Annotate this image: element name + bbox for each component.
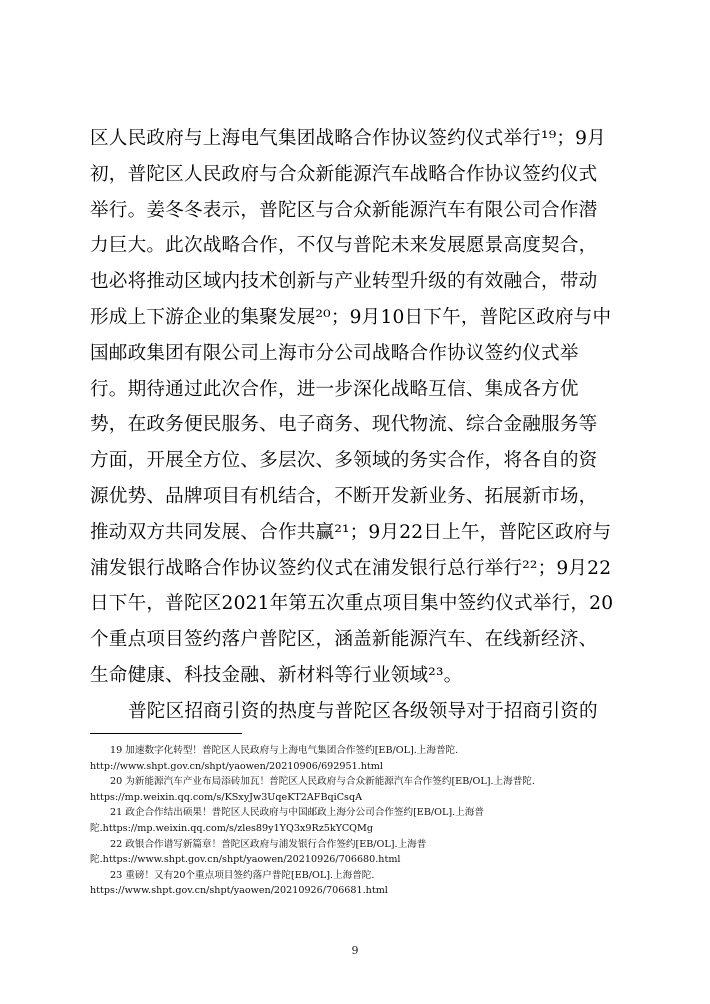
footnote-line: 22 政银合作谱写新篇章！普陀区政府与浦发银行合作签约[EB/OL].上海普 — [110, 838, 427, 850]
body-line: 区人民政府与上海电气集团战略合作协议签约仪式举行¹⁹；9月 — [90, 128, 606, 149]
body-line: 个重点项目签约落户普陀区，涵盖新能源汽车、在线新经济、 — [90, 629, 598, 651]
footnote-line: 20 为新能源汽车产业布局添砖加瓦！普陀区人民政府与合众新能源汽车合作签约[EB/OL].上海普陀. — [110, 776, 535, 788]
footnote-line: 23 重磅！又有20个重点项目签约落户普陀[EB/OL].上海普陀. — [110, 869, 375, 881]
body-line: 也必将推动区域内技术创新与产业转型升级的有效融合，带动 — [90, 271, 598, 293]
footnote-line: 21 政企合作结出硕果！普陀区人民政府与中国邮政上海分公司合作签约[EB/OL].上海普 — [110, 807, 484, 819]
footnote-url: http://www.shpt.gov.cn/shpt/yaowen/20210906/692951.html — [90, 760, 383, 772]
body-line: 举行。姜冬冬表示，普陀区与合众新能源汽车有限公司合作潜 — [90, 199, 598, 221]
body-line: 推动双方共同发展、合作共赢²¹；9月22日上午，普陀区政府与 — [90, 521, 612, 543]
body-text — [90, 121, 630, 730]
page-number: 9 — [351, 944, 359, 957]
body-line: 日下午，普陀区2021年第五次重点项目集中签约仪式举行，20 — [90, 593, 614, 615]
footnote-url: https://www.shpt.gov.cn/shpt/yaowen/20210926/706681.html — [90, 885, 388, 897]
body-line: 势，在政务便民服务、电子商务、现代物流、综合金融服务等 — [90, 414, 598, 436]
body-line: 行。期待通过此次合作，进一步深化战略互信、集成各方优 — [90, 378, 579, 400]
body-line: 方面，开展全方位、多层次、多领域的务实合作，将各自的资 — [90, 450, 598, 472]
footnote-line: 19 加速数字化转型！普陀区人民政府与上海电气集团合作签约[EB/OL].上海普陀. — [110, 745, 459, 756]
footnote-url: 陀.https://www.shpt.gov.cn/shpt/yaowen/20210926/706680.html — [90, 854, 401, 866]
body-line: 生命健康、科技金融、新材料等行业领域²³。 — [90, 664, 463, 686]
body-line: 浦发银行战略合作协议签约仪式在浦发银行总行举行²²；9月22 — [90, 557, 612, 579]
footnote-url: https://mp.weixin.qq.com/s/KSxyJw3UqeKT2AFBqiCsqA — [90, 791, 363, 803]
body-line: 力巨大。此次战略合作，不仅与普陀未来发展愿景高度契合， — [90, 235, 598, 257]
body-line: 源优势、品牌项目有机结合，不断开发新业务、拓展新市场， — [90, 485, 598, 507]
body-line: 国邮政集团有限公司上海市分公司战略合作协议签约仪式举 — [90, 342, 579, 364]
body-line: 初，普陀区人民政府与合众新能源汽车战略合作协议签约仪式 — [90, 163, 598, 185]
footnote-url: 陀.https://mp.weixin.qq.com/s/zles89y1YQ3x9Rz5kYCQMg — [90, 822, 374, 834]
footnotes — [90, 743, 630, 899]
body-line: 形成上下游企业的集聚发展²⁰；9月10日下午，普陀区政府与中 — [90, 306, 612, 328]
footnote-divider — [90, 733, 242, 734]
paragraph-start-line: 普陀区招商引资的热度与普陀区各级领导对于招商引资的 — [128, 700, 598, 722]
